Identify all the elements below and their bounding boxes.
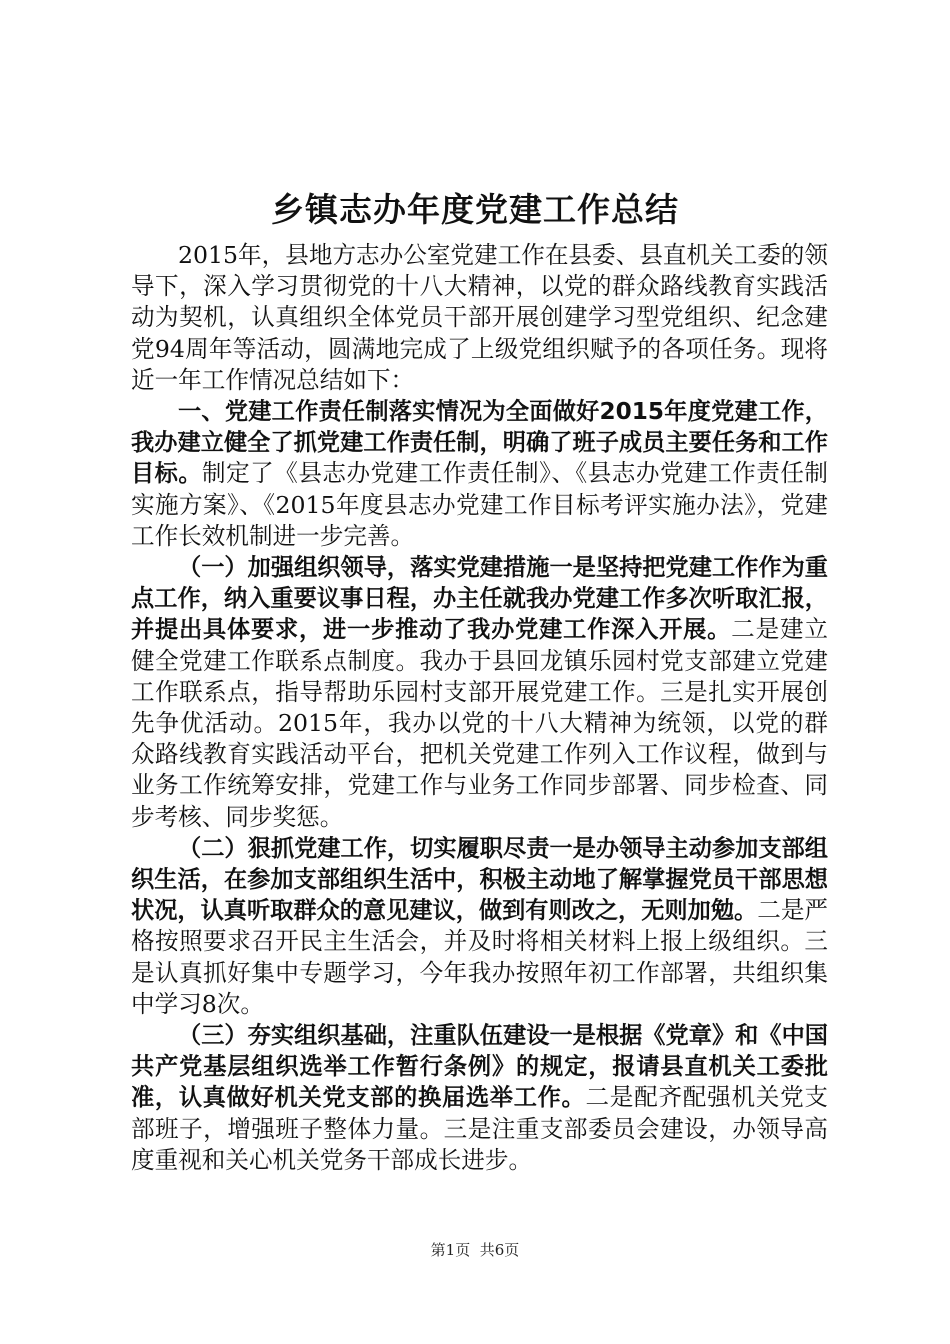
paragraph-text: 制定了《县志办党建工作责任制》、《县志办党建工作责任制实施方案》、《2015年度县志办党建工作目标考评实施办法》，党建工作长效机制进一步完善。	[131, 459, 828, 550]
page-total: 共6页	[479, 1241, 520, 1259]
paragraph-bold-text: （一）加强组织领导，落实党建措施一是坚持把党建工作作为重点工作，纳入重要议事日程，办主任就我办党建工作多次听取汇报，并提出具体要求，进一步推动了我办党建工作深入开展。	[131, 554, 828, 644]
paragraph-text: 二是配齐配强机关党支部班子，增强班子整体力量。三是注重支部委员会建设，办领导高度重视和关心机关党务干部成长进步。	[131, 1083, 829, 1174]
paragraph-text: 2015年，县地方志办公室党建工作在县委、县直机关工委的领导下，深入学习贯彻党的十八大精神，以党的群众路线教育实践活动为契机，认真组织全体党员干部开展创建学习型党组织、纪念建党94周年等活动，圆满地完成了上级党组织赋予的各项任务。现将近一年工作情况总结如下：	[131, 241, 828, 394]
paragraph-section-1	[131, 396, 828, 552]
paragraph-subsection-1	[131, 552, 828, 833]
paragraph-subsection-3	[131, 1020, 828, 1176]
footer-spacer	[470, 1241, 480, 1259]
document-title: 乡镇志办年度党建工作总结	[271, 190, 679, 229]
paragraph-bold-text: （二）狠抓党建工作，切实履职尽责一是办领导主动参加支部组织生活，在参加支部组织生活中，积极主动地了解掌握党员干部思想状况，认真听取群众的意见建议，做到有则改之，无则加勉。	[131, 834, 828, 925]
paragraph-subsection-2	[131, 833, 828, 1020]
paragraph-intro	[131, 240, 828, 396]
document-body	[131, 240, 828, 1176]
page-footer	[0, 1240, 950, 1260]
paragraph-text: 二是严格按照要求召开民主生活会，并及时将相关材料上报上级组织。三是认真抓好集中专题学习，今年我办按照年初工作部署，共组织集中学习8次。	[131, 896, 829, 1018]
paragraph-bold-text: （三）夯实组织基础，注重队伍建设一是根据《党章》和《中国共产党基层组织选举工作暂行条例》的规定，报请县直机关工委批准，认真做好机关党支部的换届选举工作。	[131, 1022, 828, 1112]
paragraph-bold-text: 一、党建工作责任制落实情况为全面做好2015年度党建工作，我办建立健全了抓党建工作责任制，明确了班子成员主要任务和工作目标。	[131, 398, 828, 488]
page-number: 第1页	[430, 1241, 471, 1259]
paragraph-text: 二是建立健全党建工作联系点制度。我办于县回龙镇乐园村党支部建立党建工作联系点，指导帮助乐园村支部开展党建工作。三是扎实开展创先争优活动。2015年，我办以党的十八大精神为统领，以党的群众路线教育实践活动平台，把机关党建工作列入工作议程，做到与业务工作统筹安排，党建工作与业务工作同步部署、同步检查、同步考核、同步奖惩。	[131, 615, 829, 831]
